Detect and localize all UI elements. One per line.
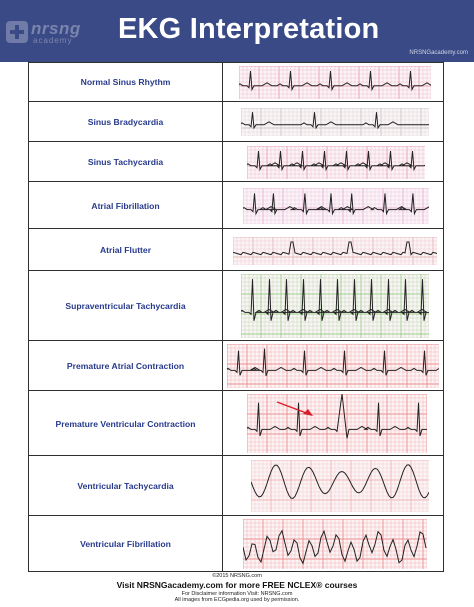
copyright-text: ©2015 NRSNG.com [212,573,262,579]
rhythm-label: Sinus Tachycardia [29,142,223,182]
table-row [29,390,443,456]
table-row [29,228,443,271]
header-banner [0,0,474,62]
ekg-strip-image [247,146,425,179]
ekg-strip-svg [241,274,429,338]
ekg-strip-image [227,344,439,388]
table-row [29,270,443,341]
table-row [29,340,443,391]
ekg-strip-svg [243,519,427,569]
rhythm-label: Atrial Fibrillation [29,182,223,229]
ekg-strip-image [247,394,427,453]
logo-subtext: academy [33,36,73,45]
ekg-strip-image [239,66,431,99]
rhythm-label: Sinus Bradycardia [29,102,223,142]
table-row [29,101,443,142]
ekg-strip-svg [251,460,429,512]
image-credit-text: All images from ECGpedia.org used by permission. [174,597,300,603]
footer-cta-link[interactable]: Visit NRSNGacademy.com for more FREE NCLEX® courses [116,580,358,590]
strip-background [233,237,437,265]
rhythm-label: Normal Sinus Rhythm [29,63,223,101]
ekg-strip-image [251,460,429,512]
table-row [29,515,443,572]
ekg-strip-svg [243,188,429,224]
ekg-strip-svg [233,237,437,265]
footer [0,572,474,603]
table-row [29,455,443,516]
rhythm-label: Atrial Flutter [29,229,223,271]
ekg-strip-svg [247,146,425,179]
medical-cross-icon [6,21,28,43]
ekg-strip-svg [227,344,439,388]
strip-background [247,394,427,453]
table-row [29,141,443,182]
rhythm-label: Premature Ventricular Contraction [29,391,223,456]
ekg-strip-image [233,237,437,265]
ekg-table [28,62,444,572]
nrsng-logo[interactable] [6,19,104,45]
rhythm-label: Supraventricular Tachycardia [29,271,223,341]
ekg-strip-image [243,188,429,224]
ekg-strip-image [243,519,427,569]
ekg-strip-svg [241,108,429,136]
ekg-strip-image [241,274,429,338]
table-row [29,181,443,229]
rhythm-label: Ventricular Fibrillation [29,516,223,572]
ekg-strip-svg [239,66,431,99]
disclaimer-text: For Disclaimer information Visit: NRSNG.com [181,591,293,597]
strip-background [251,460,429,512]
rhythm-label: Ventricular Tachycardia [29,456,223,516]
ekg-strip-svg [247,394,427,453]
watermark: NRSNGacademy.com [409,50,468,56]
table-row [29,63,443,101]
page-title: EKG Interpretation [118,13,380,45]
logo-text: nrsng [31,19,81,38]
rhythm-label: Premature Atrial Contraction [29,341,223,391]
ekg-strip-image [241,108,429,136]
